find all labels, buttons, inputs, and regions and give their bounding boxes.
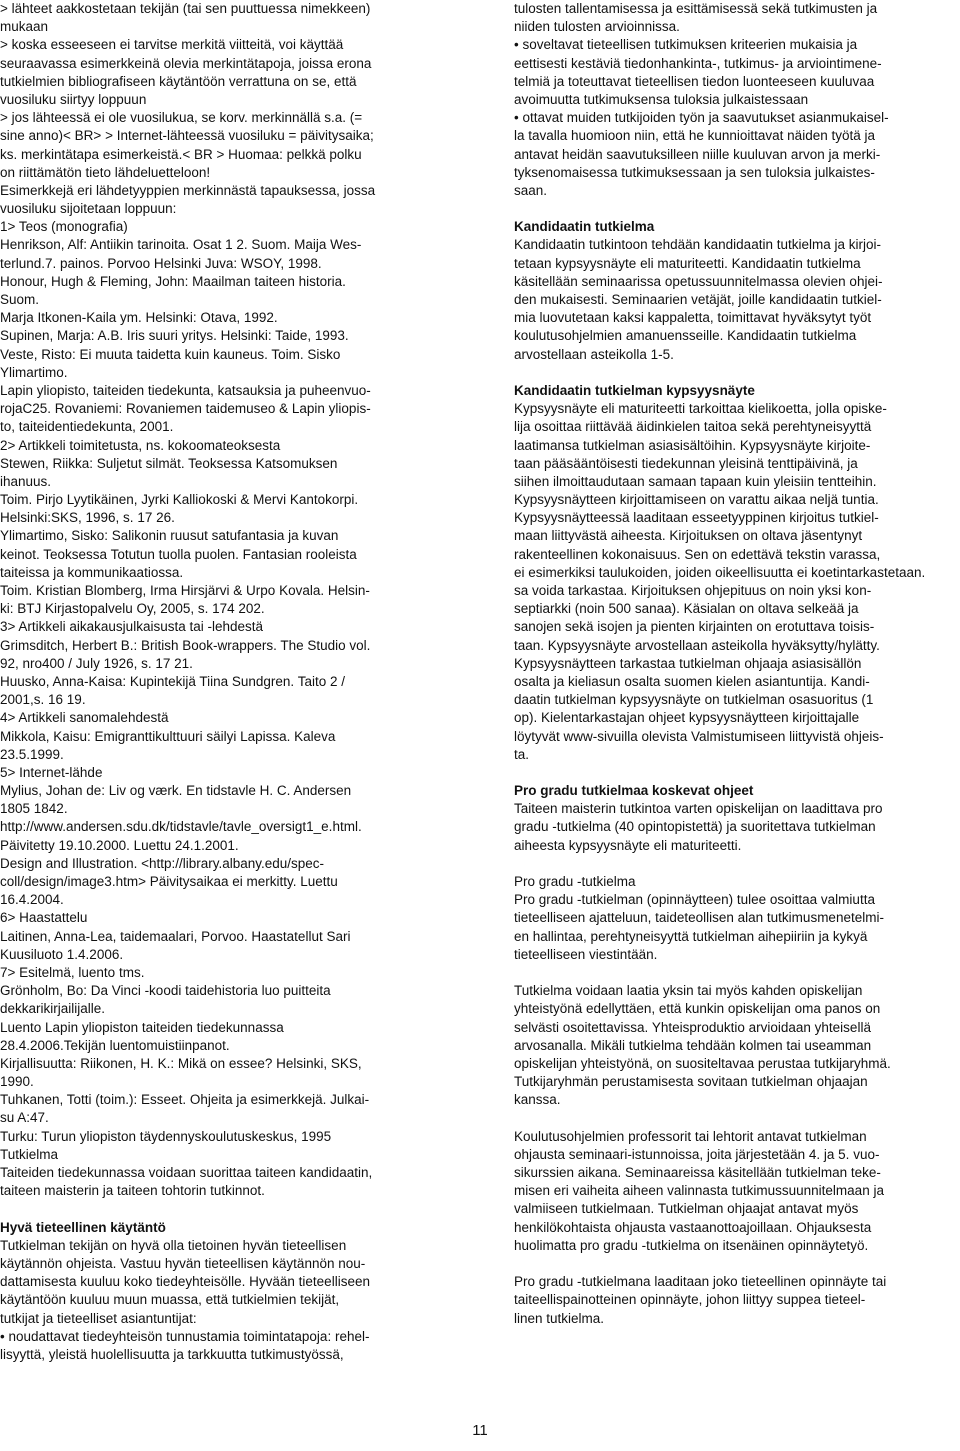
text-line: coll/design/image3.htm> Päivitysaikaa ei merkitty. Luettu: [0, 874, 338, 889]
text-line: en hallintaa, perehtyneisyyttä tutkielman aihepiiriin ja kykyä: [514, 928, 868, 944]
text-line: daatin tutkielman kypsyysnäyte on tutkielman osasuoritus (1: [514, 692, 874, 708]
text-line: tyksenomaisessa tutkimuksessaan ja sen tuloksia julkaistes-: [514, 164, 875, 180]
text-line: kanssa.: [514, 1092, 561, 1108]
text-line: 2> Artikkeli toimitetusta, ns. kokoomateoksesta: [0, 437, 281, 453]
right-text-column: [514, 0, 957, 1328]
text-line: ei esimerkiksi taulukoiden, joiden oikeellisuutta ei koetintarkastetaan.: [514, 564, 926, 580]
text-line: taiteissa ja kommunikaatiossa.: [0, 564, 184, 580]
text-line: Suom.: [0, 292, 40, 307]
text-line: misen eri vaiheita aiheen valinnasta tutkimussuunnitelmaan ja: [514, 1183, 884, 1199]
text-line: löytyvät www-sivuilla olevista Valmistumiseen liittyvistä ohjeis-: [514, 728, 884, 744]
text-line: Grönholm, Bo: Da Vinci -koodi taidehistoria luo puitteita: [0, 983, 331, 999]
text-line: opiskelijan yhteistyönä, on suositeltavaa perustaa tutkijaryhmä.: [514, 1055, 891, 1071]
paragraph-gap: [0, 1200, 452, 1218]
text-line: linen tutkielma.: [514, 1310, 605, 1326]
text-line: ohjausta seminaari-istunnoissa, joita järjestetään 4. ja 5. vuo-: [514, 1146, 880, 1162]
text-line: Helsinki:SKS, 1996, s. 17 26.: [0, 510, 175, 526]
text-line: niiden tulosten arvioinnissa.: [514, 19, 680, 35]
text-line: taiteellispainotteinen opinnäyte, johon liittyy suppea tieteel-: [514, 1292, 866, 1308]
text-line: tulosten tallentamisessa ja esittämisessä sekä tutkimusten ja: [514, 1, 878, 16]
text-line: den mukaisesti. Seminaarien vetäjät, joille kandidaatin tutkiel-: [514, 292, 882, 307]
text-line: Kypsyysnäytteessä laaditaan esseetyyppinen kirjoitus tutkiel-: [514, 510, 879, 526]
paragraph-gap: [514, 964, 957, 982]
section-heading: Hyvä tieteellinen käytäntö: [0, 1219, 166, 1235]
text-line: tetaan kypsyysnäyte eli maturiteetti. Kandidaatin tutkielma: [514, 255, 861, 271]
text-line: henkilökohtaista ohjausta vastaanottoajoillaan. Ohjauksesta: [514, 1219, 872, 1235]
left-text-column: [0, 0, 452, 1364]
text-line: Toim. Pirjo Lyytikäinen, Jyrki Kalliokoski & Mervi Kantokorpi.: [0, 492, 359, 508]
text-line: septiarkki (noin 500 sanaa). Käsialan on oltava selkeää ja: [514, 601, 859, 617]
section-heading: Kandidaatin tutkielman kypsyysnäyte: [514, 382, 755, 398]
text-line: keinot. Teoksessa Totutun tuolla puolen. Fantasian rooleista: [0, 546, 357, 562]
text-line: rojaC25. Rovaniemi: Rovaniemen taidemuseo & Lapin yliopis-: [0, 401, 371, 417]
text-line: tieteelliseen ajatteluun, taideteollisen alan tutkimusmenetelmi-: [514, 910, 884, 926]
text-line: on riittämätön tieto lähdeluetteloon!: [0, 164, 211, 180]
text-line: selvästi osoitettavissa. Yhteisproduktio arvioidaan yhteisellä: [514, 1019, 871, 1035]
text-line: Kypsyysnäytteen tarkastaa tutkielman ohjaaja asiasisällön: [514, 655, 862, 671]
text-line: 7> Esitelmä, luento tms.: [0, 964, 145, 980]
text-line: Pro gradu -tutkielmana laaditaan joko tieteellinen opinnäyte tai: [514, 1274, 887, 1290]
text-line: 92, nro400 / July 1926, s. 17 21.: [0, 655, 193, 671]
text-line: 1990.: [0, 1074, 34, 1090]
text-line: sanojen sekä isojen ja pienten kirjainten on erotuttava toisis-: [514, 619, 875, 635]
text-line: Kypsyysnäyte eli maturiteetti tarkoittaa kielikoetta, jolla opiske-: [514, 401, 887, 417]
text-line: laatimansa tutkielman asiasisältöihin. Kypsyysnäyte kirjoite-: [514, 437, 871, 453]
paragraph-gap: [514, 1109, 957, 1127]
text-line: valmiiseen tutkielmaan. Tutkielman ohjaajat antavat myös: [514, 1201, 859, 1217]
text-line: gradu -tutkielma (40 opintopistettä) ja suoritettava tutkielman: [514, 819, 876, 835]
text-line: Ylimartimo.: [0, 364, 68, 380]
text-line: Ylimartimo, Sisko: Salikonin ruusut satufantasia ja kuvan: [0, 528, 339, 544]
text-line: op). Kielentarkastajan ohjeet kypsyysnäytteen kirjoittajalle: [514, 710, 860, 726]
text-line: ihanuus.: [0, 473, 52, 489]
text-line: Tutkijaryhmän perustamisesta sovitaan tutkielman ohjaajan: [514, 1074, 868, 1090]
text-line: Kirjallisuutta: Riikonen, H. K.: Mikä on essee? Helsinki, SKS,: [0, 1055, 362, 1071]
text-line: Marja Itkonen-Kaila ym. Helsinki: Otava, 1992.: [0, 310, 278, 326]
text-line: Turku: Turun yliopiston täydennyskoulutuskeskus, 1995: [0, 1128, 332, 1144]
text-line: mia luovutetaan kaksi kappaletta, toimittavat hyväksytyt työt: [514, 310, 872, 326]
text-line: Kypsyysnäytteen kirjoittamiseen on varattu aikaa neljä tuntia.: [514, 492, 879, 508]
text-line: mukaan: [0, 19, 49, 35]
text-line: käsitellään seminaarissa opetussuunnitelmassa olevien ohjei-: [514, 273, 883, 289]
text-line: arvostellaan asteikolla 1-5.: [514, 346, 674, 362]
text-line: Pro gradu -tutkielma: [514, 874, 636, 889]
paragraph-gap: [514, 764, 957, 782]
text-line: käytäntöön kuuluu muun muassa, että tutkielmien tekijät,: [0, 1292, 340, 1308]
text-line: lisyyttä, yleistä huolellisuutta ja tarkkuutta tutkimustyössä,: [0, 1346, 344, 1362]
text-line: rakenteellinen kokonaisuus. Sen on edettävä tekstin varassa,: [514, 546, 881, 562]
text-line: tieteelliseen viestintään.: [514, 946, 658, 962]
text-line: sa voida tarkastaa. Kirjoituksen ohjepituus on noin yksi kon-: [514, 583, 872, 598]
paragraph-gap: [514, 200, 957, 218]
text-line: taiteen maisterin ja taiteen tohtorin tutkinnot.: [0, 1183, 265, 1199]
text-line: dekkarikirjailijalle.: [0, 1001, 106, 1017]
text-line: Toim. Kristian Blomberg, Irma Hirsjärvi & Urpo Kovala. Helsin-: [0, 583, 370, 598]
text-line: antavat heidän saavutuksilleen niille kuuluvan arvon ja merki-: [514, 146, 881, 162]
section-heading: Kandidaatin tutkielma: [514, 219, 655, 235]
text-line: saan.: [514, 182, 548, 198]
text-line: Tutkielman tekijän on hyvä olla tietoinen hyvän tieteellisen: [0, 1237, 347, 1253]
text-line: 23.5.1999.: [0, 746, 64, 762]
text-line: Tuhkanen, Totti (toim.): Esseet. Ohjeita ja esimerkkejä. Julkai-: [0, 1092, 370, 1108]
paragraph-gap: [514, 1255, 957, 1273]
text-line: Henrikson, Alf: Antiikin tarinoita. Osat 1 2. Suom. Maija Wes-: [0, 237, 362, 253]
text-line: taan. Kypsyysnäyte arvostellaan asteikolla hyväksytty/hylätty.: [514, 637, 880, 653]
text-line: Stewen, Riikka: Suljetut silmät. Teoksessa Katsomuksen: [0, 455, 338, 471]
text-line: 5> Internet-lähde: [0, 764, 103, 780]
text-line: 1> Teos (monografia): [0, 219, 128, 235]
text-line: Lapin yliopisto, taiteiden tiedekunta, katsauksia ja puheenvuo-: [0, 382, 371, 398]
text-line: Luento Lapin yliopiston taiteiden tiedekunnassa: [0, 1019, 284, 1035]
text-line: telmiä ja toteuttavat tieteellisen tiedon luonteeseen kuuluvaa: [514, 73, 875, 89]
text-line: Kuusiluoto 1.4.2006.: [0, 946, 124, 962]
text-line: 16.4.2004.: [0, 892, 64, 908]
text-line: sine anno)< BR> > Internet-lähteessä vuosiluku = päivitysaika;: [0, 128, 374, 144]
paragraph-gap: [514, 364, 957, 382]
text-line: • ottavat muiden tutkijoiden työn ja saavutukset asianmukaisel-: [514, 110, 889, 126]
text-line: Huusko, Anna-Kaisa: Kupintekijä Tiina Sundgren. Taito 2 /: [0, 673, 345, 689]
text-line: tutkielmien bibliografiseen käytäntöön verrattuna on se, että: [0, 73, 357, 89]
text-line: aiheesta kypsyysnäyte eli maturiteetti.: [514, 837, 742, 853]
text-line: Koulutusohjelmien professorit tai lehtorit antavat tutkielman: [514, 1128, 867, 1144]
text-line: käytännön ohjeista. Vastuu hyvän tieteellisen käytännön nou-: [0, 1255, 366, 1271]
text-line: Taiteen maisterin tutkintoa varten opiskelijan on laadittava pro: [514, 801, 883, 817]
text-line: osalta ja kieliasun osalta suomen kielen asiantuntija. Kandi-: [514, 673, 870, 689]
text-line: eettisesti kestäviä tiedonhankinta-, tutkimus- ja arviointimene-: [514, 55, 882, 71]
text-line: 28.4.2006.Tekijän luentomuistiinpanot.: [0, 1037, 230, 1053]
text-line: Tutkielma: [0, 1146, 59, 1162]
text-line: tutkijat ja tieteelliset asiantuntijat:: [0, 1310, 197, 1326]
text-line: Mikkola, Kaisu: Emigranttikulttuuri säilyi Lapissa. Kaleva: [0, 728, 336, 744]
text-line: • noudattavat tiedeyhteisön tunnustamia toimintatapoja: rehel-: [0, 1328, 370, 1344]
text-line: lija osoittaa riittävää äidinkielen taitoa sekä perehtyneisyyttä: [514, 419, 872, 435]
text-line: > lähteet aakkostetaan tekijän (tai sen puuttuessa nimekkeen): [0, 1, 371, 16]
text-line: Taiteiden tiedekunnassa voidaan suorittaa taiteen kandidaatin,: [0, 1165, 373, 1180]
text-line: ks. merkintätapa esimerkeistä.< BR > Huomaa: pelkkä polku: [0, 146, 362, 162]
text-line: seuraavassa esimerkkeinä olevia merkintätapoja, joissa erona: [0, 55, 372, 71]
text-line: Honour, Hugh & Fleming, John: Maailman taiteen historia.: [0, 273, 346, 289]
text-line: maan liittyvästä aiheesta. Kirjoituksen on oltava jäsentynyt: [514, 528, 863, 544]
text-line: terlund.7. painos. Porvoo Helsinki Juva: WSOY, 1998.: [0, 255, 322, 271]
paragraph-gap: [514, 855, 957, 873]
text-line: koulutusohjelmien amanuensseille. Kandidaatin tutkielma: [514, 328, 857, 344]
text-line: Esimerkkejä eri lähdetyyppien merkinnästä tapauksessa, jossa: [0, 182, 376, 198]
text-line: yhteistyönä edellyttäen, että kunkin opiskelijan oma panos on: [514, 1001, 881, 1017]
text-line: Mylius, Johan de: Liv og værk. En tidstavle H. C. Andersen: [0, 783, 352, 799]
section-heading: Pro gradu tutkielmaa koskevat ohjeet: [514, 783, 754, 799]
text-line: Tutkielma voidaan laatia yksin tai myös kahden opiskelijan: [514, 983, 863, 999]
text-line: • soveltavat tieteellisen tutkimuksen kriteerien mukaisia ja: [514, 37, 858, 53]
text-line: > koska esseeseen ei tarvitse merkitä viitteitä, voi käyttää: [0, 37, 344, 53]
text-line: dattamisesta kuuluu koko tiedeyhteisölle. Hyvään tieteelliseen: [0, 1274, 370, 1290]
text-line: 1805 1842.: [0, 801, 68, 817]
text-line: Pro gradu -tutkielman (opinnäytteen) tulee osoittaa valmiutta: [514, 892, 875, 908]
text-line: ki: BTJ Kirjastopalvelu Oy, 2005, s. 174 202.: [0, 601, 265, 617]
text-line: ta.: [514, 746, 530, 762]
text-line: 3> Artikkeli aikakausjulkaisusta tai -lehdestä: [0, 619, 264, 635]
text-line: > jos lähteessä ei ole vuosilukua, se korv. merkinnällä s.a. (=: [0, 110, 363, 126]
text-line: to, taiteidentiedekunta, 2001.: [0, 419, 174, 435]
text-line: 6> Haastattelu: [0, 910, 88, 926]
text-line: vuosiluku siirtyy loppuun: [0, 91, 147, 107]
text-line: 2001,s. 16 19.: [0, 692, 86, 708]
text-line: siihen ilmoittaudutaan samaan tapaan kuin yleisiin tentteihin.: [514, 473, 877, 489]
text-line: la tavalla huomioon niin, että he kunnioittavat näiden työtä ja: [514, 128, 875, 144]
text-line: su A:47.: [0, 1110, 49, 1126]
text-line: Veste, Risto: Ei muuta taidetta kuin kauneus. Toim. Sisko: [0, 346, 341, 362]
text-line: avoimuutta tutkimuksensa tuloksia julkaistessaan: [514, 91, 809, 107]
text-line: arvosanalla. Mikäli tutkielma tehdään kolmen tai useamman: [514, 1037, 872, 1053]
text-line: Grimsditch, Herbert B.: British Book-wrappers. The Studio vol.: [0, 637, 371, 653]
text-line: Kandidaatin tutkintoon tehdään kandidaatin tutkielma ja kirjoi-: [514, 237, 881, 253]
text-line: Päivitetty 19.10.2000. Luettu 24.1.2001.: [0, 837, 239, 853]
text-line: 4> Artikkeli sanomalehdestä: [0, 710, 169, 726]
text-line: Supinen, Marja: A.B. Iris suuri yritys. Helsinki: Taide, 1993.: [0, 328, 349, 344]
text-line: vuosiluku sijoitetaan loppuun:: [0, 201, 177, 217]
page-number: 11: [472, 1422, 488, 1439]
text-line: Design and Illustration. <http://library.albany.edu/spec-: [0, 855, 325, 871]
text-line: huolimatta pro gradu -tutkielma on itsenäinen opinnäytetyö.: [514, 1237, 869, 1253]
text-line: http://www.andersen.sdu.dk/tidstavle/tavle_oversigt1_e.html.: [0, 819, 362, 835]
text-line: taan pääsääntöisesti tiedekunnan yleisinä tenttipäivinä, ja: [514, 455, 858, 471]
text-line: sikurssien aikana. Seminaareissa käsitellään tutkielman teke-: [514, 1165, 881, 1180]
text-line: Laitinen, Anna-Lea, taidemaalari, Porvoo. Haastatellut Sari: [0, 928, 351, 944]
